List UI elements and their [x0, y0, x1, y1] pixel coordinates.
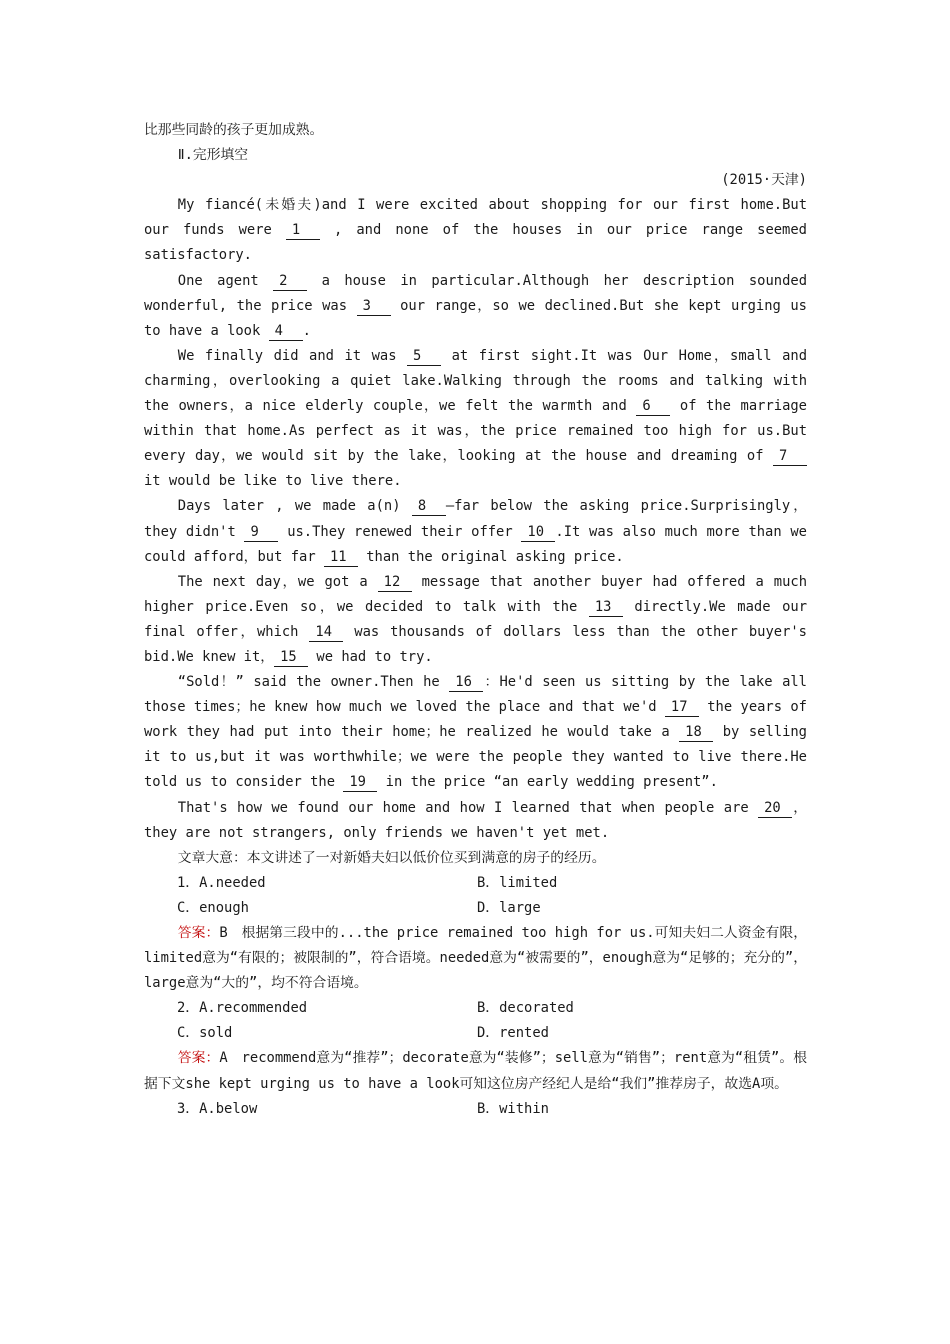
answer-explanation: A recommend意为“推荐”；decorate意为“装修”；sell意为“销售”；rent意为“租赁”。根据下文she kept urging us to have a look可知这位房产经纪人是给“我们”推荐房子，故选A项。: [144, 1050, 808, 1092]
blank-18: 18: [679, 724, 713, 742]
section-title: Ⅱ.完形填空: [177, 147, 249, 164]
document-page: [144, 118, 807, 1122]
question-2-options-row-1: [144, 996, 807, 1021]
option-b: B．decorated: [477, 1000, 574, 1017]
passage-paragraph-7: That's how we found our home and how I learned that when people are 20 ，they are not strangers, only friends we haven't yet met.: [144, 799, 807, 841]
blank-5: 5: [407, 348, 441, 366]
blank-1: 1: [286, 222, 320, 240]
blank-14: 14: [309, 624, 343, 642]
blank-3: 3: [357, 298, 391, 316]
passage-paragraph-5: The next day，we got a 12 message that another buyer had offered a much higher price.Even so，we decided to talk with the 13 directly.We made our final offer，which 14 was thousands of dollars less than the other buyer's bid.We knew it， 15 we had to try.: [144, 573, 807, 665]
question-1-options-row-1: [144, 871, 807, 896]
blank-12: 12: [378, 574, 412, 592]
passage-paragraph-6: “Sold！” said the owner.Then he 16 ：He'd seen us sitting by the lake all those times；he knew how much we loved the place and that we'd 17 the years of work they had put into their home；he realized he would take a 18 by selling it to us,but it was worthwhile；we were the people they wanted to live there.He told us to consider the 19 in the price “an early wedding present”.: [144, 674, 807, 791]
passage-paragraph-3: We finally did and it was 5 at first sight.It was Our Home，small and charming，overlooking a quiet lake.Walking through the rooms and talking with the owners，a nice elderly couple，we felt the warmth and 6 of the marriage within that home.As perfect as it was，the price remained too high for us.But every day，we would sit by the lake，looking at the house and dreaming of 7 it would be like to live there.: [144, 347, 808, 490]
blank-15: 15: [274, 649, 308, 667]
passage-paragraph-2: One agent 2 a house in particular.Although her description sounded wonderful, the price was 3 our range，so we declined.But she kept urging us to have a look 4 .: [144, 272, 807, 339]
blank-4: 4: [269, 323, 303, 341]
blank-2: 2: [273, 273, 307, 291]
blank-17: 17: [665, 699, 699, 717]
blank-16: 16: [449, 674, 483, 692]
answer-label: 答案：: [177, 1050, 220, 1067]
option-d: D．rented: [477, 1025, 549, 1042]
question-2-options-row-2: [144, 1021, 807, 1046]
blank-9: 9: [244, 524, 278, 542]
option-c: C．sold: [177, 1025, 233, 1042]
question-2-answer: [144, 1046, 807, 1096]
passage-paragraph-1: My fiancé(未婚夫)and I were excited about shopping for our first home.But our funds were 1 , and none of the houses in our price range seemed satisfactory.: [144, 197, 807, 264]
option-b: B．limited: [477, 874, 558, 891]
source-label: (2015·天津): [721, 172, 807, 189]
question-3-options-row-1: [144, 1097, 807, 1122]
blank-6: 6: [636, 398, 670, 416]
blank-13: 13: [589, 599, 623, 617]
question-1-answer: [144, 921, 807, 996]
option-d: D．large: [477, 899, 541, 916]
answer-label: 答案：: [177, 925, 220, 941]
option-a: 1．A.needed: [177, 874, 266, 891]
option-c: C．enough: [177, 899, 249, 916]
blank-8: 8: [412, 498, 446, 516]
intro-tail-text: 比那些同龄的孩子更加成熟。: [144, 122, 324, 138]
blank-7: 7: [773, 448, 807, 466]
blank-19: 19: [343, 774, 377, 792]
question-1-options-row-2: [144, 896, 807, 921]
blank-11: 11: [324, 549, 358, 567]
passage-paragraph-4: Days later , we made a(n) 8 —far below the asking price.Surprisingly，they didn't 9 us.They renewed their offer 10 .It was also much more than we could afford，but far 11 than the original asking price.: [144, 498, 807, 565]
option-b: B．within: [477, 1100, 549, 1117]
option-a: 2．A.recommended: [177, 1000, 308, 1017]
summary-text: 文章大意：本文讲述了一对新婚夫妇以低价位买到满意的房子的经历。: [177, 849, 606, 866]
option-a: 3．A.below: [177, 1100, 258, 1117]
blank-10: 10: [521, 524, 555, 542]
answer-explanation: B 根据第三段中的...the price remained too high for us.可知夫妇二人资金有限，limited意为“有限的；被限制的”，符合语境。needed意为“被需要的”，enough意为“足够的；充分的”，large意为“大的”，均不符合语境。: [144, 925, 808, 992]
blank-20: 20: [758, 800, 792, 818]
